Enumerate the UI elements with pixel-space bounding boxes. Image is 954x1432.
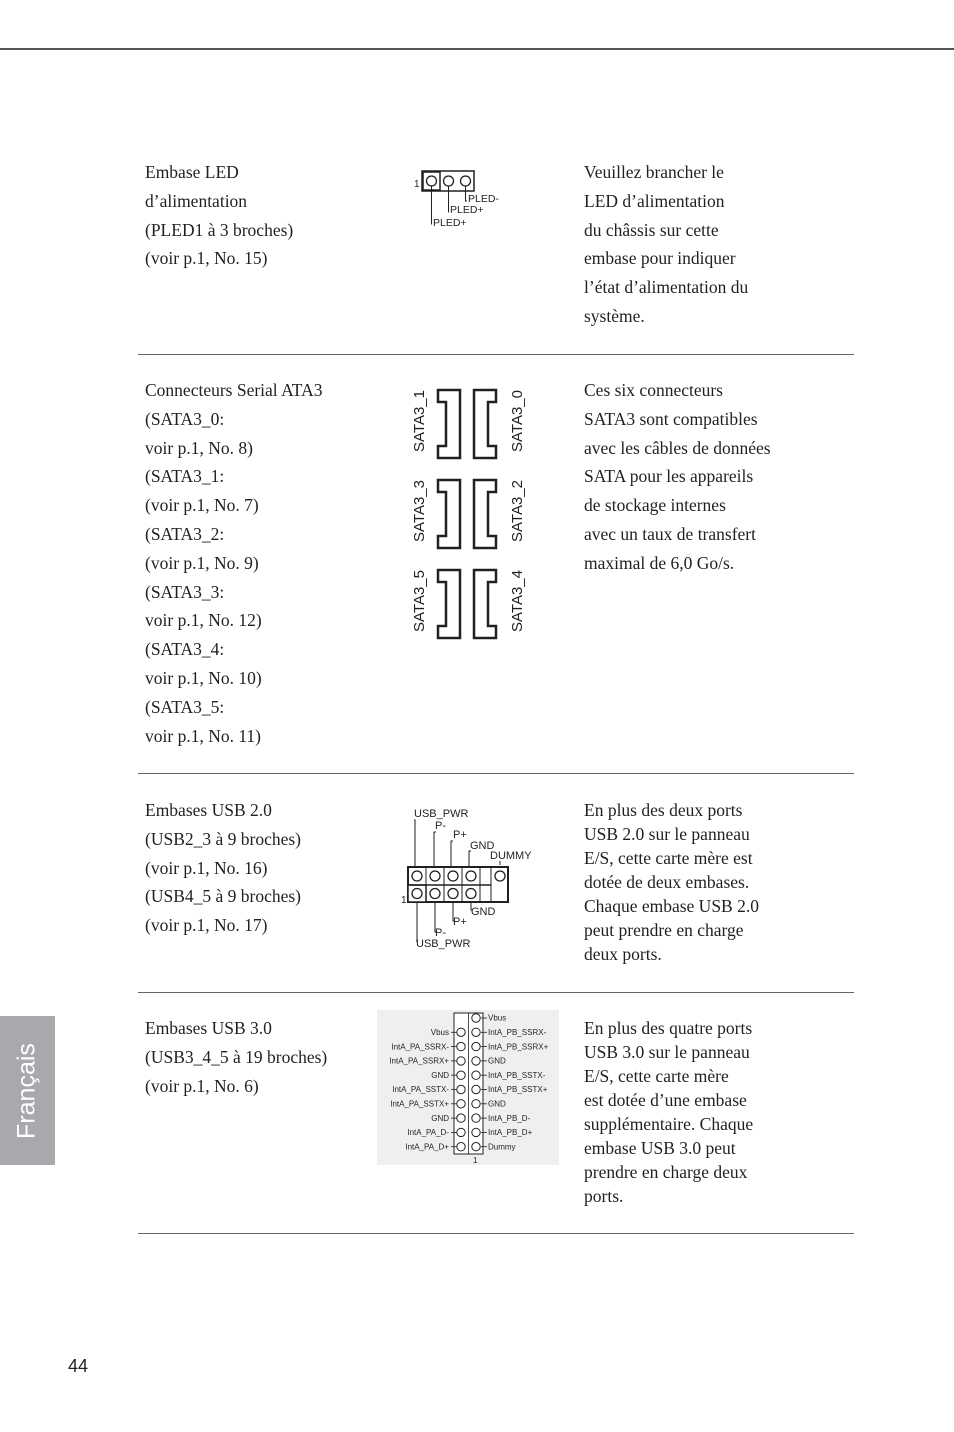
- text-line: E/S, cette carte mère est: [584, 848, 753, 868]
- text-line: (SATA3_0:: [145, 408, 225, 429]
- header-pin: [457, 1143, 465, 1151]
- pin-label: GND: [488, 1056, 506, 1066]
- header-pin: [472, 1014, 480, 1022]
- pin-label: GND: [470, 840, 495, 852]
- page-number: 44: [68, 1356, 89, 1376]
- text-line: En plus des deux ports: [584, 800, 743, 820]
- language-label: Français: [12, 1043, 41, 1139]
- header-pin: [472, 1114, 480, 1122]
- header-pin: [472, 1085, 480, 1093]
- sata-label: SATA3_0: [509, 390, 526, 452]
- header-pin: [472, 1042, 480, 1050]
- pin-label: P-: [435, 820, 446, 832]
- usb2-description: [145, 796, 380, 940]
- text-line: de stockage internes: [584, 495, 726, 516]
- sata-label: SATA3_5: [411, 570, 428, 632]
- pin-label: IntA_PB_SSTX-: [488, 1070, 546, 1080]
- section-divider: [138, 773, 854, 774]
- pin1-label: 1: [414, 179, 420, 190]
- text-line: (USB2_3 à 9 broches): [145, 828, 302, 849]
- section-divider: [138, 354, 854, 355]
- text-line: dotée de deux embases.: [584, 872, 750, 892]
- pin-label: IntA_PA_SSTX+: [390, 1099, 449, 1109]
- text-line: (voir p.1, No. 17): [145, 915, 268, 936]
- sata-port: [438, 390, 460, 458]
- pin-label: IntA_PA_SSRX-: [391, 1042, 449, 1052]
- text-line: Ces six connecteurs: [584, 380, 723, 400]
- text-line: (voir p.1, No. 7): [145, 495, 259, 516]
- sata-port-row-2: [411, 480, 526, 548]
- text-line: (SATA3_4:: [145, 639, 225, 660]
- pin-label: IntA_PB_SSRX-: [488, 1028, 547, 1037]
- sata-port: [438, 570, 460, 638]
- pin-label: GND: [431, 1070, 449, 1080]
- sata-note: [584, 376, 809, 578]
- text-line: deux ports.: [584, 944, 662, 964]
- text-line: (voir p.1, No. 15): [145, 248, 268, 269]
- header-pin: [472, 1100, 480, 1108]
- pled-description: [145, 158, 380, 273]
- text-line: (SATA3_3:: [145, 581, 225, 602]
- pin-label: Dummy: [488, 1142, 516, 1152]
- pin-label: PLED+: [450, 204, 484, 216]
- text-line: Embases USB 3.0: [145, 1018, 272, 1038]
- text-line: USB 2.0 sur le panneau: [584, 824, 750, 844]
- sata-connectors-diagram: [400, 385, 540, 652]
- pin-label: IntA_PB_D-: [488, 1113, 531, 1123]
- pin-label: IntA_PB_SSRX+: [488, 1042, 549, 1052]
- header-pin: [457, 1042, 465, 1050]
- text-line: du châssis sur cette: [584, 219, 719, 240]
- header-pin: [472, 1128, 480, 1136]
- header-rule: [0, 48, 954, 50]
- pin1-label: 1: [401, 895, 407, 906]
- text-line: voir p.1, No. 11): [145, 725, 262, 746]
- pin-label: P-: [435, 927, 446, 939]
- text-line: Veuillez brancher le: [584, 162, 724, 182]
- sata-label: SATA3_4: [509, 570, 526, 632]
- text-line: (USB4_5 à 9 broches): [145, 886, 302, 907]
- sata-port: [474, 480, 496, 548]
- language-side-tab: [0, 1016, 55, 1165]
- pin-label: USB_PWR: [414, 808, 469, 820]
- pin1-label: 1: [473, 1156, 478, 1165]
- section-divider: [138, 992, 854, 993]
- text-line: Embases USB 2.0: [145, 800, 272, 820]
- sata-label: SATA3_3: [411, 480, 428, 542]
- text-line: USB 3.0 sur le panneau: [584, 1042, 750, 1062]
- sata-port-row-3: [411, 570, 526, 638]
- pin-label: Vbus: [488, 1013, 507, 1023]
- text-line: (SATA3_2:: [145, 523, 225, 544]
- pin-label: IntA_PB_D+: [488, 1128, 533, 1138]
- text-line: (voir p.1, No. 9): [145, 552, 259, 573]
- text-line: supplémentaire. Chaque: [584, 1114, 754, 1134]
- text-line: (voir p.1, No. 6): [145, 1075, 259, 1096]
- usb3-description: [145, 1014, 380, 1100]
- pin-label: GND: [471, 906, 496, 918]
- header-pin: [457, 1114, 465, 1122]
- header-pin: [472, 1071, 480, 1079]
- pin-label: PLED+: [433, 217, 467, 229]
- text-line: SATA3 sont compatibles: [584, 408, 758, 429]
- header-pin: [457, 1100, 465, 1108]
- header-pin: [472, 1143, 480, 1151]
- sata-port-row-1: [411, 390, 526, 458]
- pin-label: IntA_PA_D-: [407, 1128, 449, 1138]
- text-line: maximal de 6,0 Go/s.: [584, 552, 735, 573]
- pin-label: IntA_PA_SSRX+: [389, 1056, 449, 1066]
- pin-label: DUMMY: [490, 850, 532, 862]
- text-line: embase USB 3.0 peut: [584, 1138, 736, 1158]
- text-line: Chaque embase USB 2.0: [584, 896, 759, 916]
- pin-label: P+: [453, 829, 467, 841]
- sata-port: [438, 480, 460, 548]
- text-line: (voir p.1, No. 16): [145, 857, 268, 878]
- usb3-header-diagram: [377, 1010, 559, 1170]
- text-line: voir p.1, No. 8): [145, 437, 253, 458]
- header-pin: [457, 1028, 465, 1036]
- pin-label: IntA_PA_D+: [405, 1142, 449, 1152]
- text-line: (PLED1 à 3 broches): [145, 219, 294, 240]
- text-line: voir p.1, No. 12): [145, 610, 262, 631]
- sata-description: [145, 376, 380, 750]
- text-line: E/S, cette carte mère: [584, 1066, 729, 1086]
- text-line: Embase LED: [145, 162, 239, 182]
- pled-note: [584, 158, 809, 331]
- text-line: Connecteurs Serial ATA3: [145, 380, 323, 400]
- text-line: d’alimentation: [145, 190, 248, 211]
- text-line: système.: [584, 305, 645, 326]
- section-divider: [138, 1233, 854, 1234]
- pin-label: USB_PWR: [416, 938, 471, 950]
- text-line: voir p.1, No. 10): [145, 667, 262, 688]
- pin-label: GND: [488, 1099, 506, 1109]
- text-line: En plus des quatre ports: [584, 1018, 753, 1038]
- sata-label: SATA3_1: [411, 390, 428, 452]
- sata-port: [474, 390, 496, 458]
- header-pin: [472, 1057, 480, 1065]
- pled-header-diagram: [410, 165, 520, 240]
- text-line: (SATA3_1:: [145, 466, 225, 487]
- header-pin: [457, 1057, 465, 1065]
- text-line: avec un taux de transfert: [584, 523, 757, 544]
- header-pin: [457, 1128, 465, 1136]
- text-line: peut prendre en charge: [584, 920, 744, 940]
- header-pin: [457, 1085, 465, 1093]
- pin-label: IntA_PA_SSTX-: [392, 1085, 449, 1095]
- usb2-note: [584, 798, 809, 966]
- header-pin: [472, 1028, 480, 1036]
- pin-label: PLED-: [468, 193, 499, 205]
- usb2-header-diagram: [398, 803, 548, 958]
- text-line: est dotée d’une embase: [584, 1090, 747, 1110]
- text-line: prendre en charge deux: [584, 1162, 748, 1182]
- pin-label: GND: [431, 1113, 449, 1123]
- text-line: avec les câbles de données: [584, 437, 771, 458]
- sata-label: SATA3_2: [509, 480, 526, 542]
- text-line: SATA pour les appareils: [584, 466, 754, 487]
- text-line: embase pour indiquer: [584, 248, 736, 269]
- text-line: l’état d’alimentation du: [584, 277, 749, 298]
- header-pin: [457, 1071, 465, 1079]
- text-line: ports.: [584, 1186, 624, 1206]
- pin-label: Vbus: [430, 1028, 449, 1037]
- text-line: (SATA3_5:: [145, 696, 225, 717]
- pin-label: P+: [453, 916, 467, 928]
- usb3-note: [584, 1016, 809, 1208]
- pin-label: IntA_PB_SSTX+: [488, 1085, 548, 1095]
- text-line: LED d’alimentation: [584, 190, 725, 211]
- sata-port: [474, 570, 496, 638]
- text-line: (USB3_4_5 à 19 broches): [145, 1046, 328, 1067]
